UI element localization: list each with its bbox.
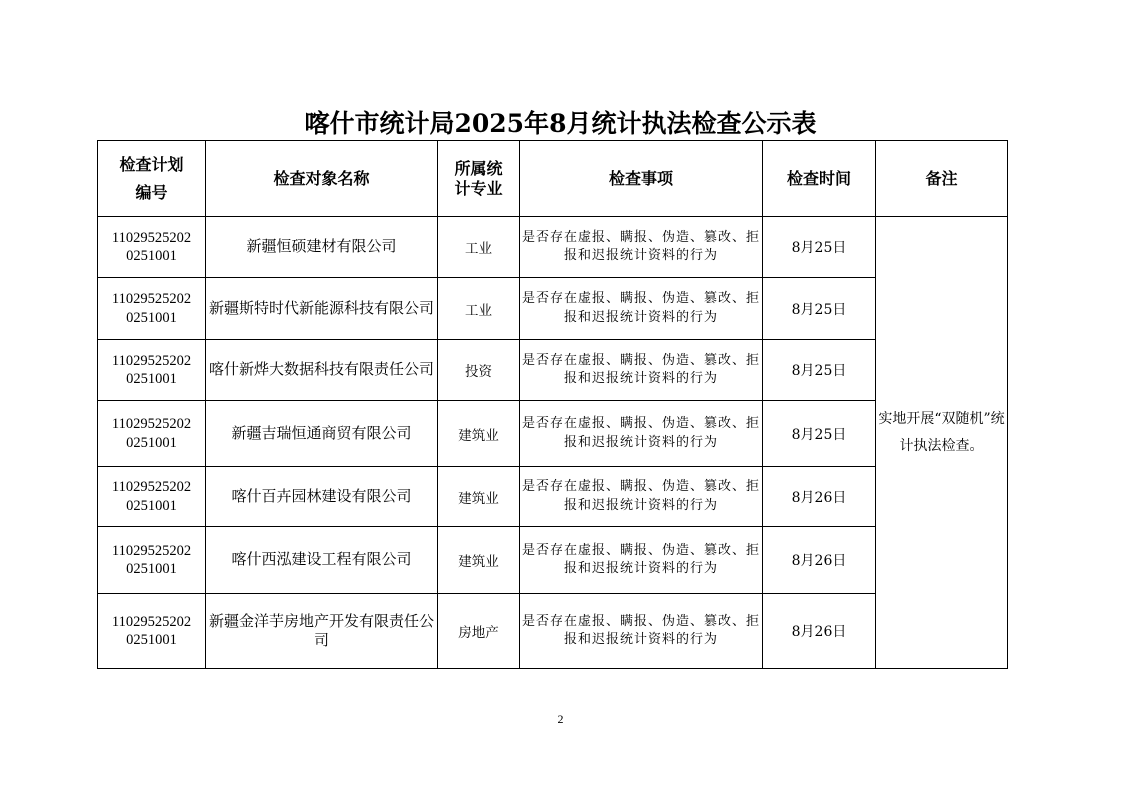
plan-number-line1: 11029525202 — [111, 479, 192, 496]
stat-field-cell: 建筑业 — [438, 527, 520, 594]
inspection-item-cell: 是否存在虚报、瞒报、伪造、篡改、拒报和迟报统计资料的行为 — [520, 340, 763, 401]
table-row — [98, 467, 1008, 527]
stat-field-cell: 投资 — [438, 340, 520, 401]
header-plan-no-line2: 编号 — [135, 182, 168, 202]
plan-number-line2: 0251001 — [126, 371, 177, 387]
plan-number-cell — [98, 340, 206, 401]
table-row — [98, 594, 1008, 669]
inspection-item-cell: 是否存在虚报、瞒报、伪造、篡改、拒报和迟报统计资料的行为 — [520, 467, 763, 527]
plan-number-cell — [98, 401, 206, 467]
plan-number-cell — [98, 467, 206, 527]
remark-text: 实地开展“双随机”统计执法检查。 — [878, 410, 1005, 454]
plan-number-line1: 11029525202 — [111, 416, 192, 433]
remark-cell — [876, 217, 1008, 669]
company-name-cell: 新疆斯特时代新能源科技有限公司 — [206, 278, 438, 340]
inspection-table — [97, 140, 1008, 669]
company-name-cell: 喀什新烨大数据科技有限责任公司 — [206, 340, 438, 401]
company-name-cell: 喀什西泓建设工程有限公司 — [206, 527, 438, 594]
header-name: 检查对象名称 — [206, 141, 438, 217]
plan-number-line1: 11029525202 — [111, 542, 192, 559]
inspection-item-cell: 是否存在虚报、瞒报、伪造、篡改、拒报和迟报统计资料的行为 — [520, 217, 763, 278]
table-row — [98, 527, 1008, 594]
inspection-time-cell: 8月25日 — [763, 278, 876, 340]
plan-number-line1: 11029525202 — [111, 352, 192, 369]
plan-number-cell — [98, 217, 206, 278]
inspection-item-cell: 是否存在虚报、瞒报、伪造、篡改、拒报和迟报统计资料的行为 — [520, 594, 763, 669]
inspection-time-cell: 8月25日 — [763, 401, 876, 467]
header-field-line1: 所属统 — [454, 158, 503, 178]
inspection-time-cell: 8月25日 — [763, 340, 876, 401]
plan-number-line2: 0251001 — [126, 309, 177, 326]
page-number: 2 — [557, 712, 564, 726]
table-row — [98, 217, 1008, 278]
stat-field-cell: 房地产 — [438, 594, 520, 669]
table-row — [98, 278, 1008, 340]
header-plan-no-line1: 检查计划 — [119, 155, 184, 175]
plan-number-line2: 0251001 — [126, 248, 177, 264]
inspection-time-cell: 8月26日 — [763, 527, 876, 594]
company-name-cell: 新疆金洋芋房地产开发有限责任公司 — [206, 594, 438, 669]
header-plan-no — [98, 141, 206, 217]
plan-number-cell — [98, 527, 206, 594]
company-name-cell: 新疆恒硕建材有限公司 — [206, 217, 438, 278]
header-field-line2: 计专业 — [454, 178, 503, 198]
company-name-cell: 喀什百卉园林建设有限公司 — [206, 467, 438, 527]
table-row — [98, 401, 1008, 467]
inspection-item-cell: 是否存在虚报、瞒报、伪造、篡改、拒报和迟报统计资料的行为 — [520, 401, 763, 467]
inspection-time-cell: 8月25日 — [763, 217, 876, 278]
plan-number-line2: 0251001 — [126, 497, 177, 514]
company-name-cell: 新疆吉瑞恒通商贸有限公司 — [206, 401, 438, 467]
plan-number-cell — [98, 594, 206, 669]
inspection-time-cell: 8月26日 — [763, 594, 876, 669]
header-note: 备注 — [876, 141, 1008, 217]
stat-field-cell: 工业 — [438, 278, 520, 340]
stat-field-cell: 建筑业 — [438, 401, 520, 467]
plan-number-line2: 0251001 — [126, 434, 177, 451]
table-header-row — [98, 141, 1008, 217]
header-field — [438, 141, 520, 217]
plan-number-line1: 11029525202 — [111, 229, 192, 246]
inspection-item-cell: 是否存在虚报、瞒报、伪造、篡改、拒报和迟报统计资料的行为 — [520, 278, 763, 340]
document-title: 喀什市统计局2025年8月统计执法检查公示表 — [304, 109, 817, 138]
inspection-time-cell: 8月26日 — [763, 467, 876, 527]
header-item: 检查事项 — [520, 141, 763, 217]
plan-number-cell — [98, 278, 206, 340]
header-time: 检查时间 — [763, 141, 876, 217]
table-row — [98, 340, 1008, 401]
stat-field-cell: 建筑业 — [438, 467, 520, 527]
inspection-item-cell: 是否存在虚报、瞒报、伪造、篡改、拒报和迟报统计资料的行为 — [520, 527, 763, 594]
plan-number-line1: 11029525202 — [111, 613, 192, 630]
plan-number-line1: 11029525202 — [111, 291, 192, 308]
stat-field-cell: 工业 — [438, 217, 520, 278]
plan-number-line2: 0251001 — [126, 632, 177, 648]
plan-number-line2: 0251001 — [126, 561, 177, 577]
